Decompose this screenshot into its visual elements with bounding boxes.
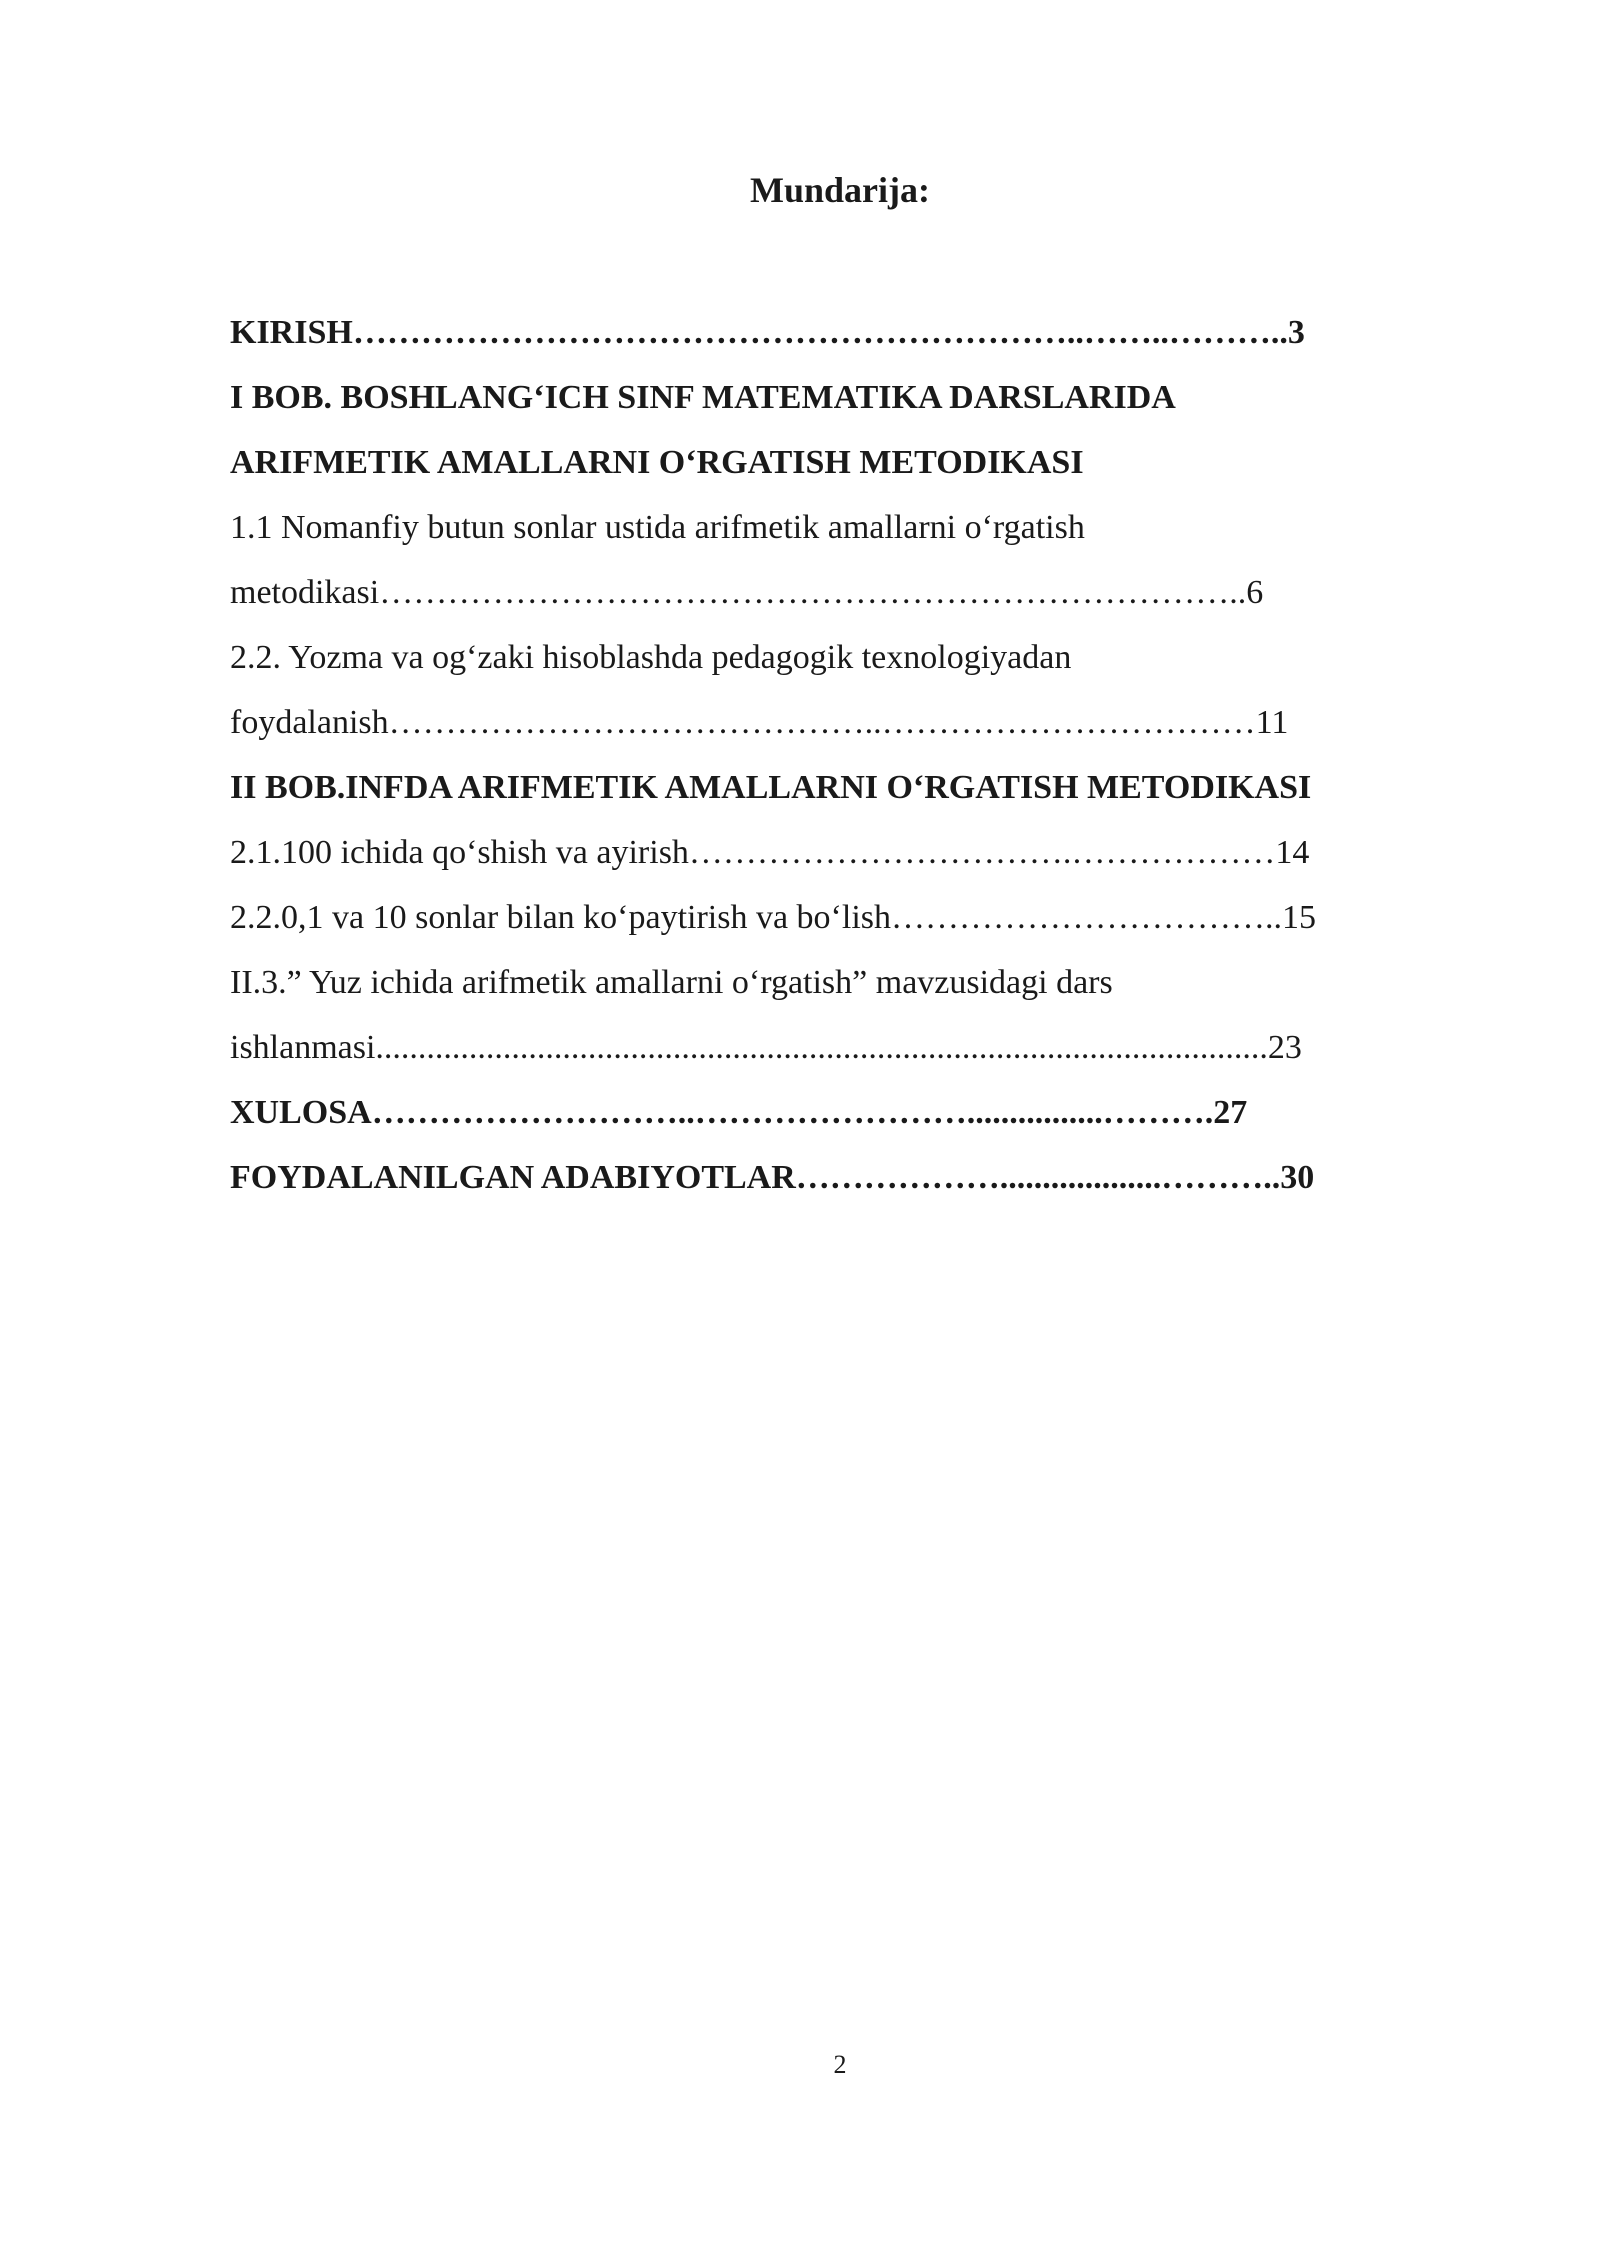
page-number: 2 (833, 2050, 847, 2079)
toc-chapter-1-heading-line-1: I BOB. BOSHLANG‘ICH SINF MATEMATIKA DARSLARIDA (230, 379, 1176, 416)
toc-section-2-1: 2.1.100 ichida qo‘shish va ayirish…………………………….………………14 (230, 834, 1310, 871)
toc-section-2-3-line-1: II.3.” Yuz ichida arifmetik amallarni o‘rgatish” mavzusidagi dars (230, 964, 1113, 1001)
toc-entry-adabiyotlar: FOYDALANILGAN ADABIYOTLAR………………...................………..30 (230, 1159, 1315, 1196)
toc-section-1-1-line-1: 1.1 Nomanfiy butun sonlar ustida arifmetik amallarni o‘rgatish (230, 509, 1085, 546)
toc-section-2-2-line-2: foydalanish……………………………………..……………………………11 (230, 704, 1289, 741)
toc-section-2-2-line-1: 2.2. Yozma va og‘zaki hisoblashda pedagogik texnologiyadan (230, 639, 1072, 676)
table-of-contents (230, 300, 1460, 1210)
toc-section-2-3-line-2: ishlanmasi.........................................................................................................23 (230, 1029, 1302, 1066)
toc-section-1-1-line-2: metodikasi…………………………………………………………………..6 (230, 574, 1264, 611)
toc-section-2-2b: 2.2.0,1 va 10 sonlar bilan ko‘paytirish va bo‘lish……………………………..15 (230, 899, 1317, 936)
toc-chapter-2-heading: II BOB.INFDA ARIFMETIK AMALLARNI O‘RGATISH METODIKASI (230, 769, 1312, 806)
page-title: Mundarija: (750, 170, 930, 210)
toc-entry-kirish: KIRISH………………………………………………………..……..………..3 (230, 314, 1305, 351)
toc-chapter-1-heading-line-2: ARIFMETIK AMALLARNI O‘RGATISH METODIKASI (230, 444, 1084, 481)
toc-entry-xulosa: XULOSA………………………..……………………................……….27 (230, 1094, 1248, 1131)
